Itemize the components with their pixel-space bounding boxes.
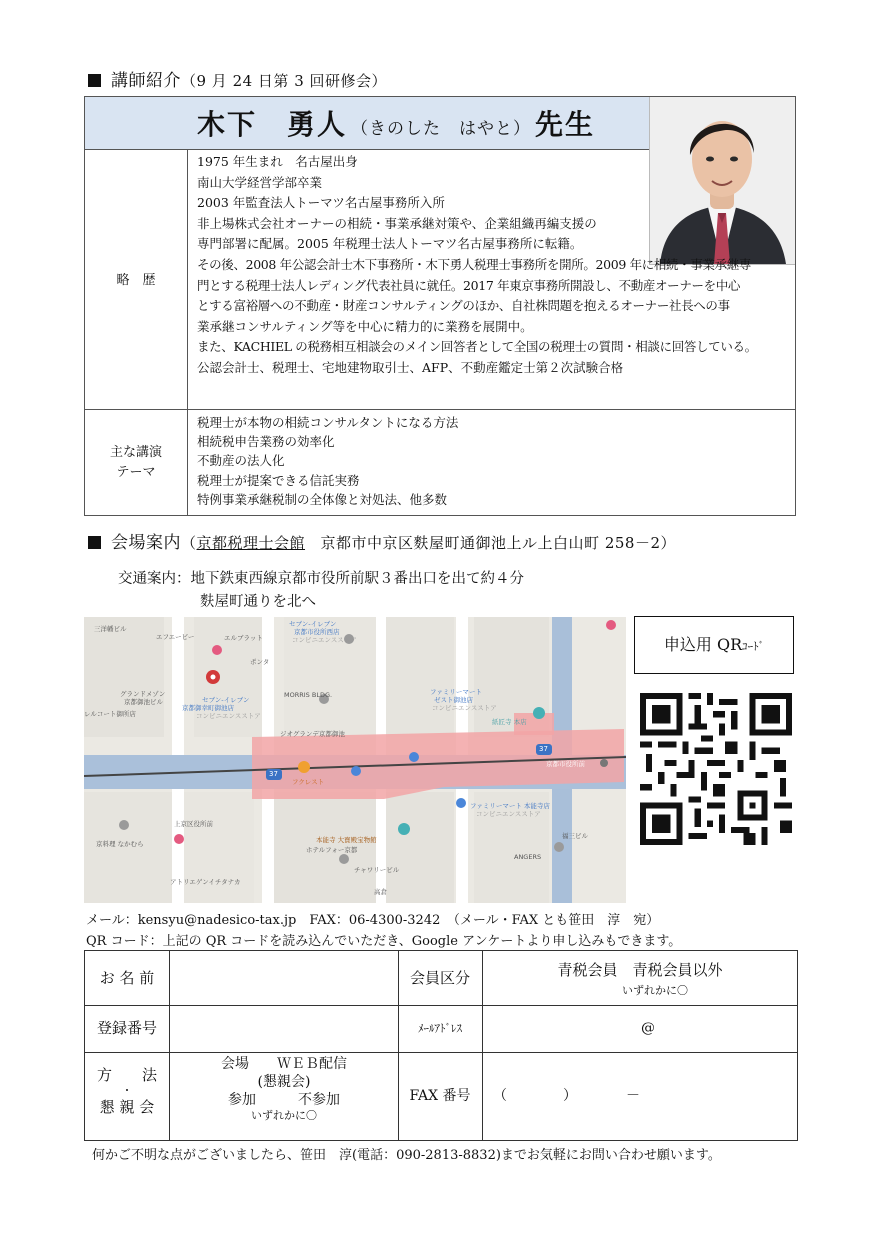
contact-line: メール：kensyu@nadesico-tax.jp FAX：06-4300-3242 （メール・FAX とも笹田 淳 宛） [86,913,660,928]
map-label: 上京区役所前 [174,820,213,828]
qr-code[interactable] [640,693,792,845]
theme-item: 特例事業承継税制の全体像と対処法、他多数 [197,491,448,507]
registration-form [84,950,798,1141]
map-label: 京都御幸町御池店 [182,704,234,712]
map-label: 京都市役所前 [546,760,585,768]
access-line-2: 麩屋町通りを北へ [200,594,316,610]
themes-label: 主な講演 テーマ [109,445,162,480]
map-label: コンビニエンスストア [196,712,261,720]
map-route-badge: 37 [539,745,548,753]
venue-address: 京都市中京区麩屋町通御池上ル上白山町 258－2） [320,534,676,552]
map-label: 三洋幡ビル [94,625,127,633]
career-line: 非上場株式会社オーナーの相続・事業承継対策や、企業組織再編支援の [197,215,597,231]
venue-map[interactable] [84,617,626,903]
fax-label: FAX 番号 [409,1088,471,1104]
map-label: ゼスト御池店 [434,696,473,704]
career-list [197,152,793,379]
map-label: ホテルフォー京都 [306,846,358,854]
career-line: 南山大学経営学部卒業 [197,174,323,190]
instructor-name: 木下 勇人 （きのした はやと） 先生 [197,108,596,141]
square-bullet-icon [88,536,101,549]
name-label: お 名 前 [99,969,155,987]
footer-note: 何かご不明な点がございましたら、笹田 淳(電話：090-2813-8832)までお気軽にお問い合わせ願います。 [92,1148,721,1163]
map-label: 紙匠寺 本店 [492,718,527,726]
theme-item: 相続税申告業務の効率化 [197,434,335,450]
fax-field[interactable]: （ ） － [493,1088,640,1104]
map-label: ポンタ [250,658,270,666]
theme-item: 税理士が提案できる信託実務 [197,472,360,488]
career-line: とする富裕層への不動産・財産コンサルティングのほか、自社株問題を抱えるオーナー社長への事 [197,298,730,314]
reg-number-field[interactable] [170,1005,398,1052]
map-label: グランドメゾン [120,690,166,698]
map-label: エフエービー [156,633,195,641]
career-line: 業承継コンサルティング等を中心に精力的に業務を展開中。 [197,318,533,334]
career-line: 門とする税理士法人レディング代表社員に就任。2017 年東京事務所開設し、不動産オーナーを中心 [197,277,741,293]
reg-number-label: 登録番号 [96,1019,157,1037]
name-field[interactable] [170,951,398,1005]
map-label: MORRIS BLDG. [284,691,333,699]
map-label: 高倉 [374,888,387,896]
row-divider [85,409,795,410]
map-label: ジオグランデ京都御池 [280,730,345,738]
map-label: セブン-イレブン [202,696,250,704]
member-type-label: 会員区分 [409,969,470,987]
map-label: 京都御池ビル [124,698,163,706]
career-line: 1975 年生まれ 名古屋出身 [197,154,358,169]
map-label: 本能寺 大寶殿宝物館 [316,836,377,844]
career-line: 専門部署に配属。2005 年税理士法人トーマツ名古屋事務所に転籍。 [197,236,583,252]
map-label: エルブラット [224,634,263,642]
map-label: 京料理 なかむら [96,840,144,848]
square-bullet-icon [88,74,101,87]
career-line: 公認会計士、税理士、宅地建物取引士、AFP、不動産鑑定士第２次試験合格 [197,359,624,375]
theme-item: 税理士が本物の相続コンサルタントになる方法 [197,415,459,430]
method-label: 方 法 ・ 懇 親 会 [96,1066,157,1116]
venue-section-title: 会場案内（京都税理士会館 京都市中京区麩屋町通御池上ル上白山町 258－2） [88,528,676,553]
email-label: ﾒｰﾙｱﾄﾞﾚｽ [418,1022,462,1035]
map-label: アトリエゲンイチタナカ [170,878,241,886]
column-divider [187,149,188,515]
email-field[interactable]: @ [641,1020,655,1036]
career-line: その後、2008 年公認会計士木下事務所・木下勇人税理士事務所を開所。2009 年に相続・事業承継専 [197,256,752,272]
map-route-badge: 37 [269,770,278,778]
instructor-section-title: 講師紹介（9 月 24 日第 3 回研修会） [88,66,387,91]
map-label: 福三ビル [562,832,588,840]
map-label: コンビニエンスストア [432,704,497,712]
instructor-name-header [85,97,651,150]
theme-item: 不動産の法人化 [197,453,285,469]
career-label: 略 歴 [116,273,156,288]
venue-name: 京都税理士会館 [196,534,306,552]
map-label: チャワリービル [354,866,400,874]
map-label: ファミリーマート 本能寺店 [470,802,550,810]
map-label: 京都市役所西店 [294,628,340,636]
map-label: ANGERS [514,853,542,861]
map-label: コンビニエンスストア [476,810,541,818]
qr-instruction: QR コード：上記の QR コードを読み込んでいただき、Google アンケートより申し込みもできます。 [86,934,682,949]
career-line: 2003 年監査法人トーマツ名古屋事務所入所 [197,195,445,211]
map-label: フクレスト [292,778,325,786]
map-label: コンビニエンスストア [292,636,357,644]
access-line-1: 交通案内：地下鉄東西線京都市役所前駅３番出口を出て約４分 [118,571,524,587]
member-type-field[interactable]: 青税会員 青税会員以外 いずれかに〇 [557,961,723,997]
method-field[interactable]: 会場 ＷＥＢ配信 (懇親会) 参加 不参加 いずれかに〇 [221,1056,347,1122]
instructor-profile-table [84,96,796,516]
map-label: ファミリーマート [430,688,482,696]
themes-list [197,413,458,509]
qr-label: 申込用 QRｺｰﾄﾞ [634,616,794,674]
career-line: また、KACHIEL の税務相互相談会のメイン回答者として全国の税理士の質問・相談に回答している。 [197,339,757,355]
map-label: セブン-イレブン [289,620,337,628]
map-label: レルコート御所店 [84,710,136,718]
